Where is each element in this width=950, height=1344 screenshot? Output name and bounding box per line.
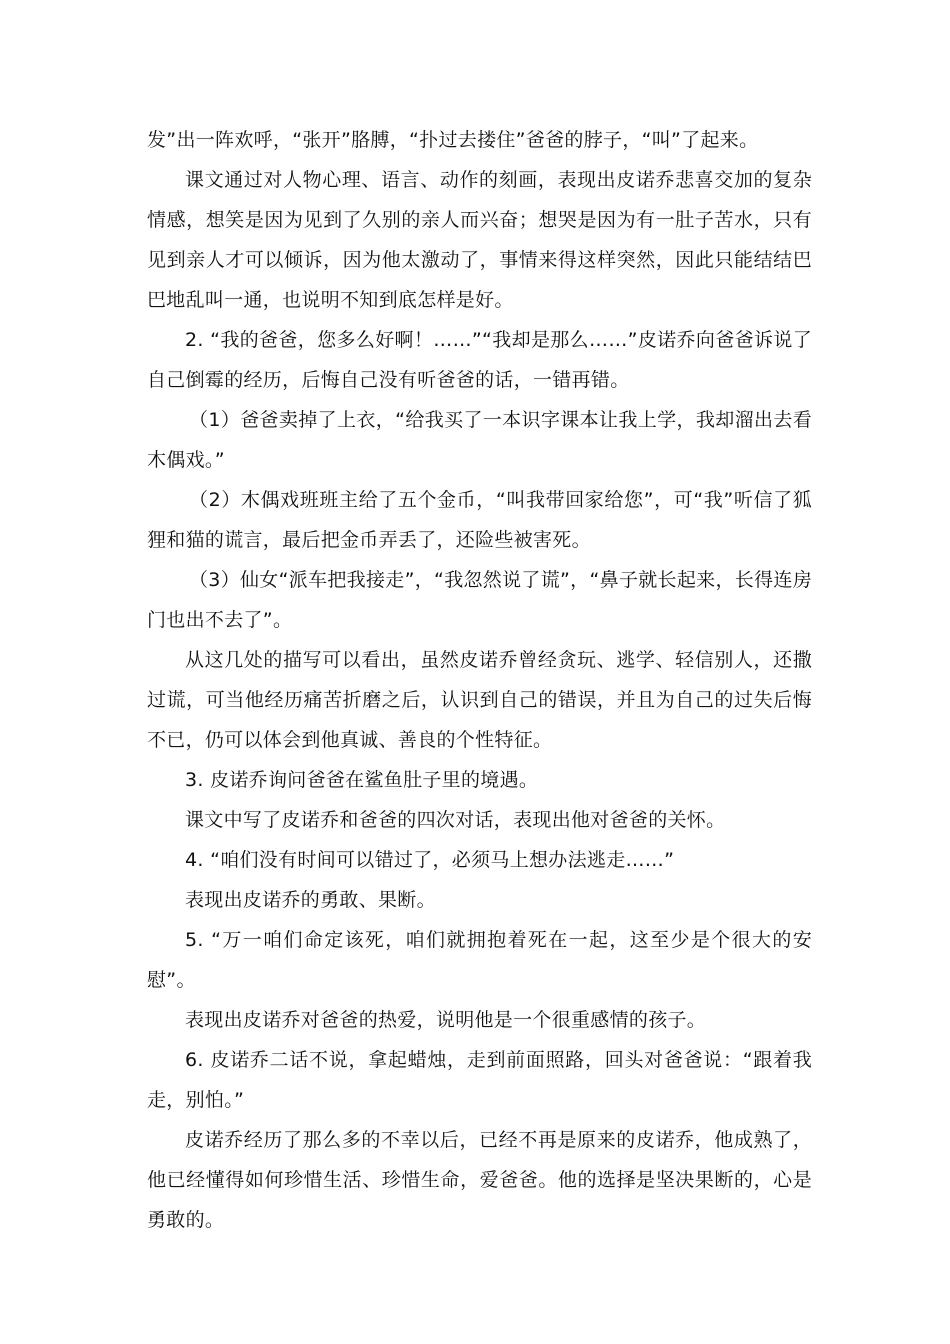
paragraph-subpoint-2: （2）木偶戏班班主给了五个金币，“叫我带回家给您”，可“我”听信了狐狸和猫的谎言，最后把金币弄丢了，还险些被害死。: [147, 489, 812, 551]
paragraph-analysis-6: 皮诺乔经历了那么多的不幸以后，已经不再是原来的皮诺乔，他成熟了，他已经懂得如何珍惜生活、珍惜生命，爱爸爸。他的选择是坚决果断的，心是勇敢的。: [147, 1129, 812, 1231]
paragraph-point-4: 4. “咱们没有时间可以错过了，必须马上想办法逃走……”: [185, 849, 675, 871]
paragraph-continuation: 发”出一阵欢呼，“张开”胳膊，“扑过去搂住”爸爸的脖子，“叫”了起来。: [147, 129, 759, 151]
paragraph-point-2: 2. “我的爸爸，您多么好啊！……”“我却是那么……”皮诺乔向爸爸诉说了自己倒霉的经历，后悔自己没有听爸爸的话，一错再错。: [147, 329, 812, 391]
paragraph-point-6: 6. 皮诺乔二话不说，拿起蜡烛，走到前面照路，回头对爸爸说：“跟着我走，别怕。”: [147, 1049, 812, 1111]
paragraph-subpoint-1: （1）爸爸卖掉了上衣，“给我买了一本识字课本让我上学，我却溜出去看木偶戏。”: [147, 409, 812, 471]
paragraph-point-5: 5. “万一咱们命定该死，咱们就拥抱着死在一起，这至少是个很大的安慰”。: [147, 929, 812, 991]
paragraph-subpoint-3: （3）仙女“派车把我接走”，“我忽然说了谎”，“鼻子就长起来，长得连房门也出不去了”。: [147, 569, 812, 631]
paragraph-analysis-4: 表现出皮诺乔的勇敢、果断。: [185, 889, 436, 911]
paragraph-analysis-5: 表现出皮诺乔对爸爸的热爱，说明他是一个很重感情的孩子。: [185, 1009, 707, 1031]
paragraph-analysis-2: 从这几处的描写可以看出，虽然皮诺乔曾经贪玩、逃学、轻信别人，还撒过谎，可当他经历痛苦折磨之后，认识到自己的错误，并且为自己的过失后悔不已，仍可以体会到他真诚、善良的个性特征。: [147, 649, 812, 751]
paragraph-analysis-3: 课文中写了皮诺乔和爸爸的四次对话，表现出他对爸爸的关怀。: [185, 809, 726, 831]
paragraph-analysis-1: 课文通过对人物心理、语言、动作的刻画，表现出皮诺乔悲喜交加的复杂情感，想笑是因为见到了久别的亲人而兴奋；想哭是因为有一肚子苦水，只有见到亲人才可以倾诉，因为他太激动了，事情来得这样突然，因此只能结结巴巴地乱叫一通，也说明不知到底怎样是好。: [147, 169, 812, 311]
document-body: [147, 120, 812, 1240]
paragraph-point-3: 3. 皮诺乔询问爸爸在鲨鱼肚子里的境遇。: [185, 769, 539, 791]
